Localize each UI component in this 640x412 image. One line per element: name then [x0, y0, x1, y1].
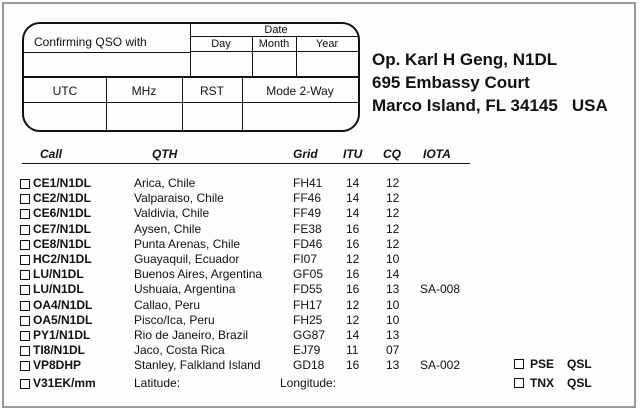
- row-qth: Jaco, Costa Rica: [134, 343, 225, 358]
- row-grid: GF05: [293, 267, 324, 282]
- row-cq: 13: [386, 358, 400, 373]
- row-qth: Stanley, Falkland Island: [134, 358, 261, 373]
- row-checkbox[interactable]: [20, 361, 30, 371]
- row-call: HC2/N1DL: [33, 252, 92, 266]
- row-cq: 07: [386, 343, 400, 358]
- latitude-label: Latitude:: [134, 376, 181, 390]
- header-rule: [22, 163, 470, 164]
- pse-label: PSE: [530, 357, 555, 371]
- row-call: OA4/N1DL: [33, 297, 93, 312]
- row-call: CE1/N1DL: [33, 176, 92, 190]
- row-checkbox[interactable]: [20, 179, 30, 189]
- row-checkbox[interactable]: [20, 379, 30, 389]
- row-cq: 12: [386, 221, 400, 236]
- row-cq: 10: [386, 297, 400, 312]
- row-checkbox[interactable]: [20, 301, 30, 311]
- row-grid: FF46: [293, 191, 322, 206]
- row-qth: Callao, Peru: [134, 297, 201, 312]
- row-call: LU/N1DL: [33, 282, 84, 297]
- row-checkbox[interactable]: [20, 194, 30, 204]
- row-grid: FH41: [293, 176, 323, 190]
- row-call: V31EK/mm: [33, 376, 96, 390]
- row-qth: Valdivia, Chile: [134, 206, 210, 221]
- header-cq: CQ: [383, 147, 401, 161]
- year-label: Year: [315, 38, 339, 50]
- header-qth: QTH: [152, 147, 178, 161]
- row-cq: 12: [386, 236, 400, 251]
- row-call: LU/N1DL: [33, 267, 84, 282]
- date-header-rule: [190, 36, 360, 37]
- row-checkbox[interactable]: [20, 225, 30, 235]
- qso-confirmation-box: [22, 22, 360, 132]
- row-qth: Arica, Chile: [134, 176, 196, 190]
- qso-box-header-rule: [24, 102, 358, 103]
- row-grid: GD18: [293, 358, 325, 373]
- pse-qsl-label: QSL: [567, 357, 592, 371]
- utc-label: UTC: [52, 84, 78, 98]
- tnx-checkbox[interactable]: [514, 378, 524, 388]
- row-call: VP8DHP: [33, 358, 82, 373]
- row-itu: 12: [346, 312, 360, 327]
- row-itu: 16: [346, 267, 360, 282]
- row-grid: FH25: [293, 312, 323, 327]
- row-itu: 12: [346, 252, 360, 266]
- tnx-qsl-label: QSL: [567, 376, 592, 390]
- row-qth: Rio de Janeiro, Brazil: [134, 328, 249, 342]
- row-cq: 10: [386, 312, 400, 327]
- header-iota: IOTA: [423, 147, 451, 161]
- row-cq: 14: [386, 267, 400, 282]
- row-itu: 12: [346, 297, 360, 312]
- country: USA: [571, 96, 608, 115]
- mhz-label: MHz: [131, 84, 157, 98]
- row-grid: FF49: [293, 206, 322, 221]
- row-qth: Punta Arenas, Chile: [134, 236, 241, 251]
- header-call: Call: [40, 147, 63, 161]
- row-call: OA5/N1DL: [33, 312, 93, 327]
- row-checkbox[interactable]: [20, 316, 30, 326]
- row-checkbox[interactable]: [20, 209, 30, 219]
- month-label: Month: [258, 38, 290, 50]
- operator-name: Op. Karl H Geng, N1DL: [372, 50, 558, 69]
- tnx-label: TNX: [530, 376, 554, 390]
- row-iota: SA-002: [420, 358, 461, 373]
- row-grid: GG87: [293, 328, 326, 342]
- row-call: CE8/N1DL: [33, 236, 92, 251]
- qso-box-divider: [24, 76, 358, 78]
- city-state-zip: Marco Island, FL 34145: [372, 96, 558, 115]
- row-itu: 14: [346, 206, 360, 221]
- row-call: TI8/N1DL: [33, 343, 86, 358]
- row-checkbox[interactable]: [20, 346, 30, 356]
- row-qth: Pisco/Ica, Peru: [134, 312, 215, 327]
- pse-checkbox[interactable]: [514, 359, 524, 369]
- row-grid: FD46: [293, 236, 323, 251]
- row-grid: FI07: [293, 252, 318, 266]
- row-itu: 14: [346, 176, 360, 190]
- row-qth: Valparaiso, Chile: [134, 191, 224, 206]
- row-checkbox[interactable]: [20, 331, 30, 341]
- row-qth: Aysen, Chile: [134, 221, 202, 236]
- row-grid: FE38: [293, 221, 322, 236]
- row-cq: 13: [386, 282, 400, 297]
- row-grid: EJ79: [293, 343, 321, 358]
- row-cq: 10: [386, 252, 400, 266]
- row-cq: 12: [386, 206, 400, 221]
- row-call: CE7/N1DL: [33, 221, 92, 236]
- row-itu: 16: [346, 236, 360, 251]
- row-cq: 12: [386, 191, 400, 206]
- row-checkbox[interactable]: [20, 240, 30, 250]
- day-label: Day: [211, 38, 231, 50]
- row-cq: 13: [386, 328, 400, 342]
- row-qth: Buenos Aires, Argentina: [134, 267, 263, 282]
- mode-label: Mode 2-Way: [266, 84, 334, 98]
- date-subheader-rule: [190, 51, 360, 52]
- row-itu: 11: [346, 343, 359, 358]
- row-qth: Guayaquil, Ecuador: [134, 252, 240, 266]
- longitude-label: Longitude:: [280, 376, 337, 390]
- row-grid: FH17: [293, 297, 323, 312]
- row-call: CE2/N1DL: [33, 191, 92, 206]
- header-itu: ITU: [343, 147, 363, 161]
- row-checkbox[interactable]: [20, 270, 30, 280]
- row-itu: 16: [346, 221, 360, 236]
- row-itu: 14: [346, 191, 360, 206]
- header-grid: Grid: [293, 147, 318, 161]
- row-itu: 14: [346, 328, 360, 342]
- row-cq: 12: [386, 176, 400, 190]
- confirm-rule: [24, 52, 190, 53]
- row-iota: SA-008: [420, 282, 461, 297]
- row-itu: 16: [346, 358, 360, 373]
- date-label: Date: [264, 24, 288, 36]
- row-qth: Ushuaia, Argentina: [134, 282, 236, 297]
- confirming-label: Confirming QSO with: [34, 35, 147, 49]
- row-checkbox[interactable]: [20, 255, 30, 265]
- operator-address: [372, 48, 608, 117]
- row-call: PY1/N1DL: [33, 328, 91, 342]
- street-address: 695 Embassy Court: [372, 73, 530, 92]
- row-call: CE6/N1DL: [33, 206, 92, 221]
- rst-label: RST: [200, 84, 224, 98]
- row-itu: 16: [346, 282, 360, 297]
- row-grid: FD55: [293, 282, 323, 297]
- row-checkbox[interactable]: [20, 285, 30, 295]
